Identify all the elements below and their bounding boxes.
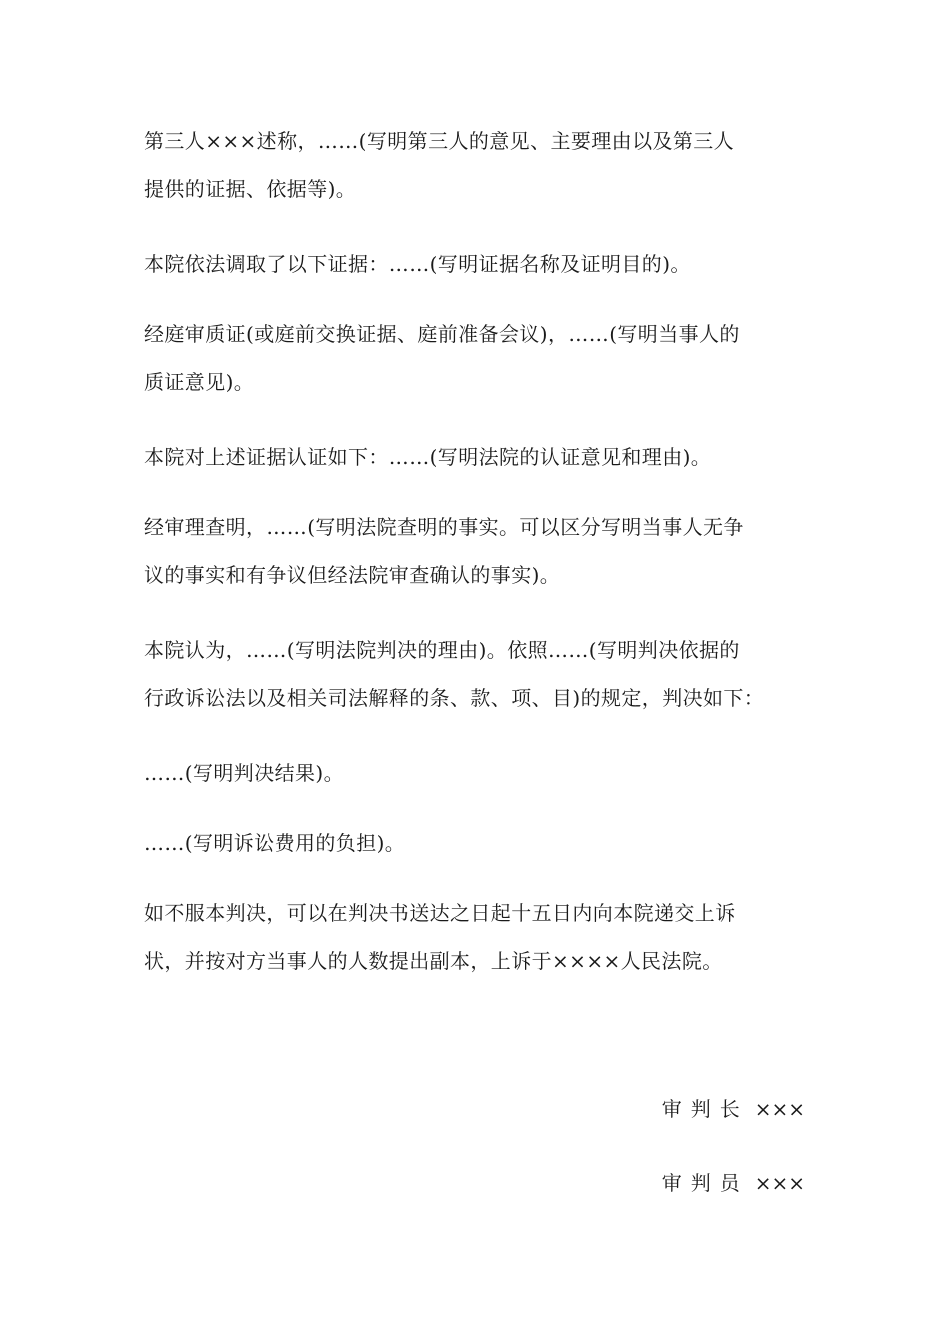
paragraph-court-reasoning (144, 626, 808, 722)
paragraph-line: 经审理查明，……(写明法院查明的事实。可以区分写明当事人无争 (144, 515, 744, 539)
signature-role: 审判员 (661, 1171, 749, 1195)
paragraph-line: 议的事实和有争议但经法院审查确认的事实)。 (144, 563, 561, 587)
paragraph-line: 经庭审质证(或庭前交换证据、庭前准备会议)，……(写明当事人的 (144, 322, 740, 346)
signature-judge (662, 1168, 805, 1198)
paragraph-line: 本院认为，……(写明法院判决的理由)。依照……(写明判决依据的 (144, 638, 740, 662)
paragraph-line: 行政诉讼法以及相关司法解释的条、款、项、目)的规定，判决如下： (144, 686, 765, 710)
signature-name: ××× (754, 1097, 805, 1121)
paragraph-appeal-notice (144, 889, 808, 985)
paragraph-line: 如不服本判决，可以在判决书送达之日起十五日内向本院递交上诉 (144, 901, 736, 925)
signature-role: 审判长 (661, 1097, 749, 1121)
paragraph-litigation-costs (144, 819, 808, 867)
paragraph-evidence-collection (144, 240, 808, 288)
signature-name: ××× (754, 1171, 805, 1195)
paragraph-line: 状，并按对方当事人的人数提出副本，上诉于××××人民法院。 (144, 949, 723, 973)
paragraph-line: 质证意见)。 (144, 370, 255, 394)
paragraph-line: 本院依法调取了以下证据：……(写明证据名称及证明目的)。 (144, 252, 691, 276)
paragraph-third-party-statement (144, 117, 808, 213)
paragraph-line: 提供的证据、依据等)。 (144, 177, 357, 201)
paragraph-cross-examination (144, 310, 808, 406)
paragraph-evidence-certification (144, 433, 808, 481)
paragraph-line: ……(写明诉讼费用的负担)。 (144, 831, 406, 855)
paragraph-judgment-result (144, 749, 808, 797)
signature-presiding-judge (662, 1094, 805, 1124)
paragraph-line: 第三人×××述称，……(写明第三人的意见、主要理由以及第三人 (144, 129, 735, 153)
paragraph-findings (144, 503, 808, 599)
paragraph-line: 本院对上述证据认证如下：……(写明法院的认证意见和理由)。 (144, 445, 712, 469)
paragraph-line: ……(写明判决结果)。 (144, 761, 345, 785)
